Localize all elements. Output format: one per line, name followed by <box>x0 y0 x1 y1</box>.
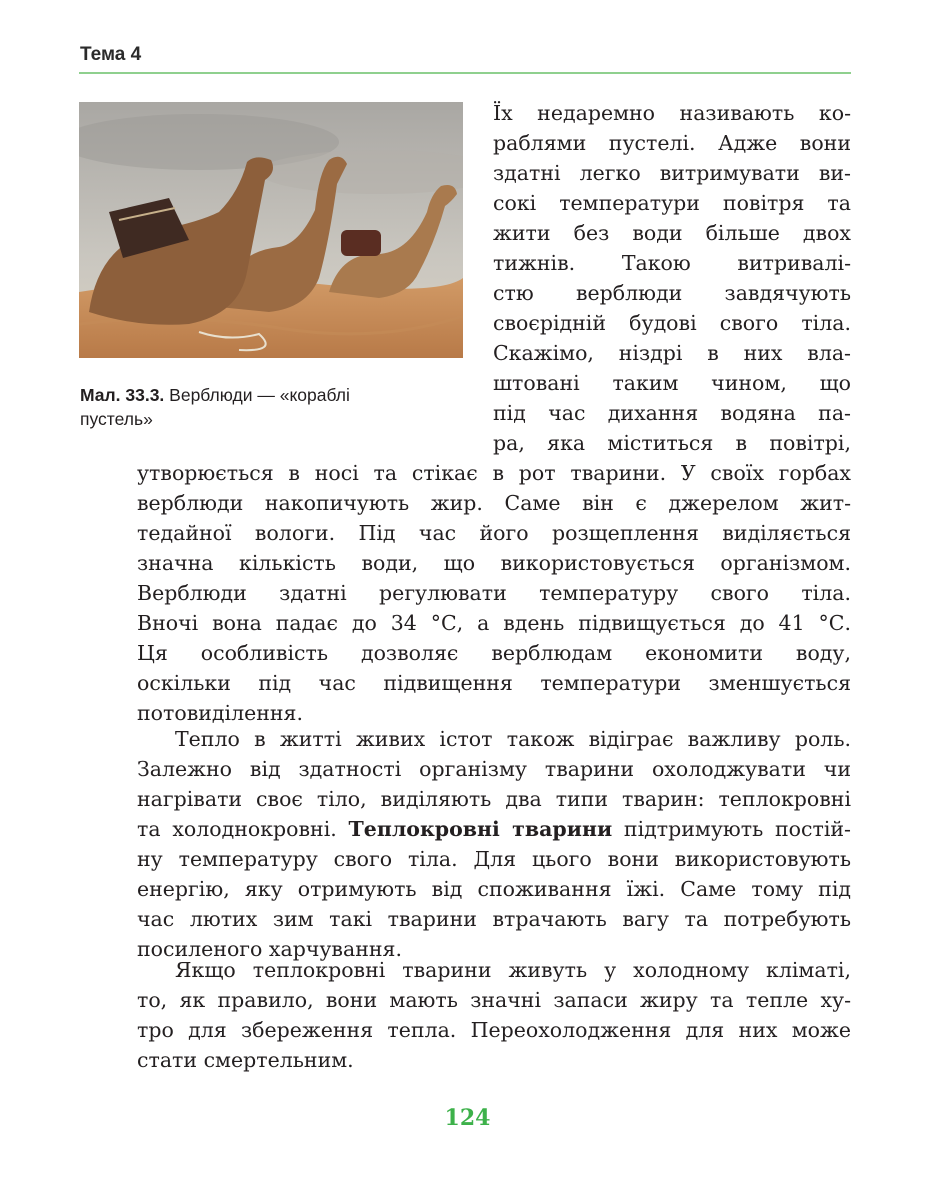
text-line: утворюється в носі та стікає в рот тварини. У своїх горбах <box>137 461 851 485</box>
text-run: підтримують постій- <box>612 817 851 841</box>
text-line: жити без води більше двох <box>493 221 851 245</box>
text-line: нагрівати своє тіло, виділяють два типи тварин: теплокровні <box>137 787 851 811</box>
caption-text-1: Верблюди — «кораблі <box>169 385 350 405</box>
page-number: 124 <box>444 1105 491 1131</box>
text-line: своєрідній будові свого тіла. <box>493 311 851 335</box>
text-line: потовиділення. <box>137 701 304 725</box>
text-line: ну температуру свого тіла. Для цього вони використовують <box>137 847 851 871</box>
text-line <box>137 814 851 844</box>
text-line: Ця особливість дозволяє верблюдам економити воду, <box>137 641 851 665</box>
caption-number: Мал. 33.3. <box>80 385 165 405</box>
side-text <box>493 98 851 458</box>
camels-photo <box>79 102 463 358</box>
text-line: Верблюди здатні регулювати температуру свого тіла. <box>137 581 851 605</box>
text-line: Їх недаремно називають ко- <box>493 101 851 125</box>
text-line: верблюди накопичують жир. Саме він є джерелом жит- <box>137 491 851 515</box>
paragraph-3 <box>137 955 851 1075</box>
text-line: значна кількість води, що використовується організмом. <box>137 551 851 575</box>
text-line: час лютих зим такі тварини втрачають вагу та потребують <box>137 907 851 931</box>
text-line: сокі температури повітря та <box>493 191 851 215</box>
paragraph-1 <box>137 458 851 728</box>
text-line: здатні легко витримувати ви- <box>493 161 851 185</box>
text-run: та холоднокровні. <box>137 817 349 841</box>
caption-text-2: пустель» <box>80 409 153 429</box>
text-line: ра, яка міститься в повітрі, <box>493 431 851 455</box>
text-line: штовані таким чином, що <box>493 371 851 395</box>
text-line: тро для збереження тепла. Переохолодження для них може <box>137 1018 851 1042</box>
text-line: то, як правило, вони мають значні запаси жиру та тепле ху- <box>137 988 851 1012</box>
text-line: стати смертельним. <box>137 1048 354 1072</box>
paragraph-2 <box>137 724 851 964</box>
text-line: оскільки під час підвищення температури зменшується <box>137 671 851 695</box>
figure-caption <box>80 383 440 431</box>
text-line: Вночі вона падає до 34 °С, а вдень підвищується до 41 °С. <box>137 611 851 635</box>
text-line: посиленого харчування. <box>137 937 402 961</box>
text-line: під час дихання водяна па- <box>493 401 851 425</box>
text-line: стю верблюди завдячують <box>493 281 851 305</box>
text-line: енергію, яку отримують від споживання їжі. Саме тому під <box>137 877 851 901</box>
term-warm-blooded: Теплокровні тварини <box>348 817 613 841</box>
header-divider <box>79 72 851 74</box>
text-line: Якщо теплокровні тварини живуть у холодному кліматі, <box>175 958 851 982</box>
text-line: раблями пустелі. Адже вони <box>493 131 851 155</box>
text-line: Залежно від здатності організму тварини охолоджувати чи <box>137 757 851 781</box>
text-line: тижнів. Такою витривалі- <box>493 251 851 275</box>
text-line: Скажімо, ніздрі в них вла- <box>493 341 851 365</box>
text-line: тедайної вологи. Під час його розщеплення виділяється <box>137 521 851 545</box>
topic-label: Тема 4 <box>80 44 142 65</box>
text-line: Тепло в житті живих істот також відіграє важливу роль. <box>175 727 851 751</box>
